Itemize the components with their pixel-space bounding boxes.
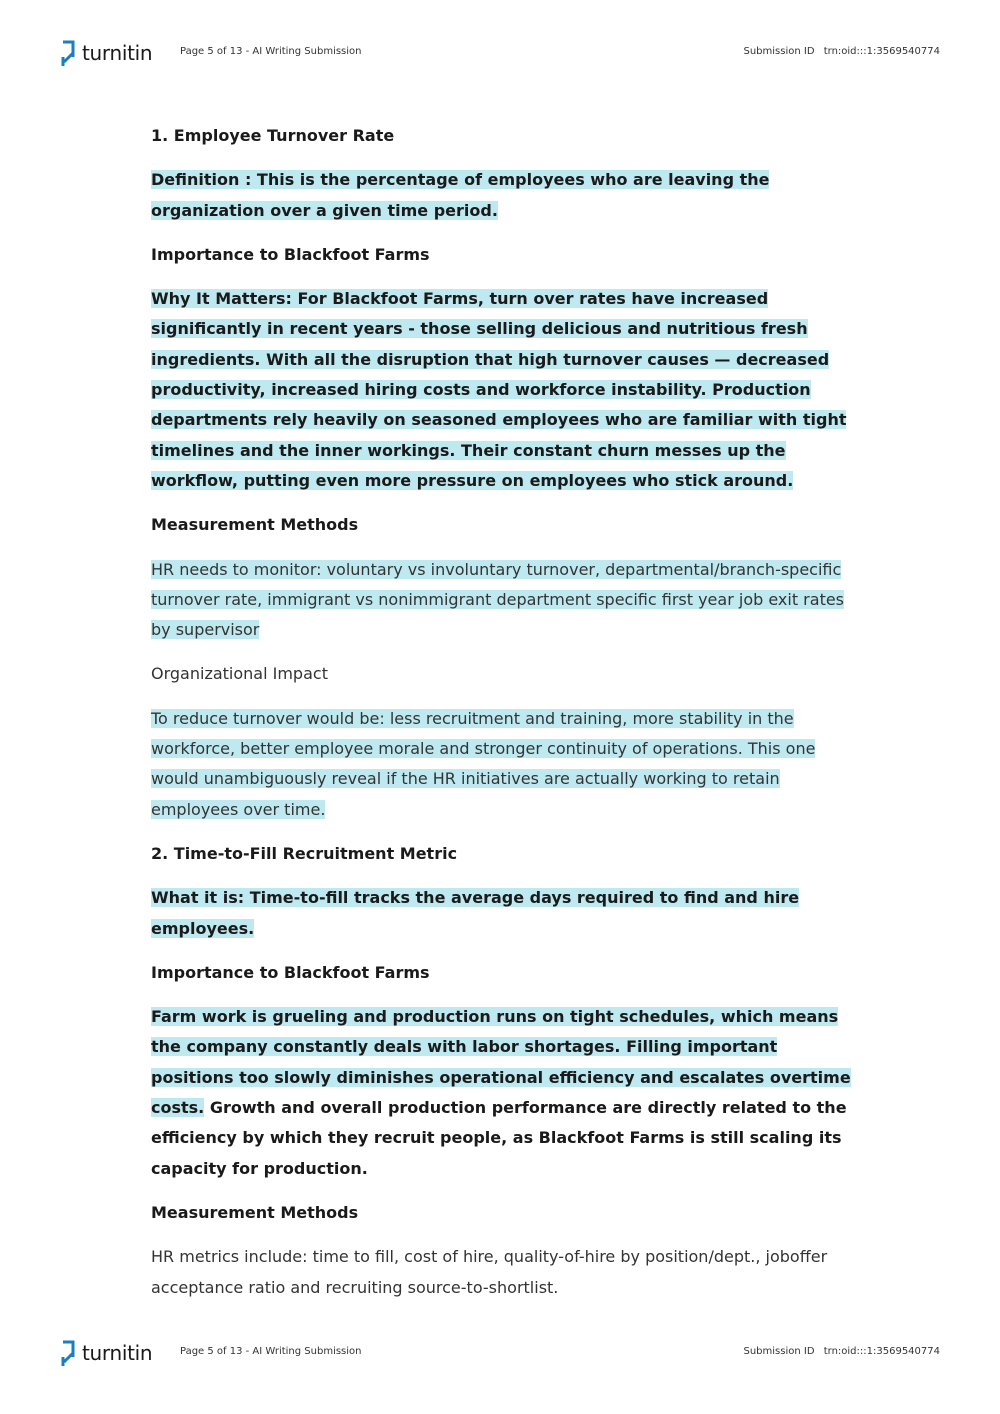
turnitin-logo xyxy=(60,38,152,68)
highlighted-text: Why It Matters: For Blackfoot Farms, turn over rates have increased significantly in recent years - those selling delicious and nutritious fresh ingredients. With all the disruption that high turnover causes — decreased productivity, increased hiring costs and workforce instability. Production departments rely heavily on seasoned employees who are familiar with tight timelines and the inner workings. Their constant churn messes up the workflow, putting even more pressure on employees who stick around. xyxy=(151,289,847,490)
submission-id-value: trn:oid:::1:3569540774 xyxy=(823,46,940,57)
logo-wordmark: turnitin xyxy=(82,41,153,65)
subheading xyxy=(151,510,851,540)
subheading xyxy=(151,958,851,988)
document-body xyxy=(151,121,851,1317)
subheading-text: Measurement Methods xyxy=(151,1202,359,1222)
paragraph xyxy=(151,555,851,646)
turnitin-logo-icon xyxy=(60,39,78,67)
turnitin-logo-icon xyxy=(60,1339,78,1367)
subheading-text: Importance to Blackfoot Farms xyxy=(151,244,430,264)
subheading-text: Measurement Methods xyxy=(151,515,359,535)
paragraph xyxy=(151,883,851,944)
highlighted-text: What it is: Time-to-fill tracks the average days required to find and hire employees. xyxy=(151,888,800,938)
highlighted-text: To reduce turnover would be: less recruitment and training, more stability in the workforce, better employee morale and stronger continuity of operations. This one would unambiguously reveal if the HR initiatives are actually working to retain employees over time. xyxy=(151,708,816,819)
subheading xyxy=(151,1198,851,1228)
page-indicator: Page 5 of 13 - AI Writing Submission xyxy=(180,1346,362,1357)
subheading-text: Importance to Blackfoot Farms xyxy=(151,962,430,982)
turnitin-logo xyxy=(60,1338,152,1368)
subheading-text: Organizational Impact xyxy=(151,664,328,684)
submission-id-label: Submission ID xyxy=(743,46,815,57)
plain-text: Growth and overall production performance are directly related to the efficiency by which they recruit people, as Blackfoot Farms is still scaling its capacity for production. xyxy=(151,1098,847,1178)
page-header xyxy=(0,38,1000,68)
paragraph xyxy=(151,704,851,825)
paragraph xyxy=(151,1002,851,1184)
subheading xyxy=(151,659,851,689)
plain-text: HR metrics include: time to fill, cost of hire, quality-of-hire by position/dept., joboffer acceptance ratio and recruiting source-to-shortlist. xyxy=(151,1247,828,1297)
submission-id xyxy=(743,46,940,57)
subheading xyxy=(151,240,851,270)
paragraph xyxy=(151,165,851,226)
section-heading xyxy=(151,121,851,151)
page-indicator: Page 5 of 13 - AI Writing Submission xyxy=(180,46,362,57)
submission-id-value: trn:oid:::1:3569540774 xyxy=(823,1346,940,1357)
section-heading xyxy=(151,839,851,869)
highlighted-text: Definition : This is the percentage of employees who are leaving the organization over a given time period. xyxy=(151,170,770,220)
submission-id-label: Submission ID xyxy=(743,1346,815,1357)
paragraph xyxy=(151,1242,851,1303)
submission-id xyxy=(743,1346,940,1357)
logo-wordmark: turnitin xyxy=(82,1341,153,1365)
highlighted-text: HR needs to monitor: voluntary vs involuntary turnover, departmental/branch-specific turnover rate, immigrant vs nonimmigrant department specific first year job exit rates by supervisor xyxy=(151,559,845,640)
highlighted-text: Farm work is grueling and production runs on tight schedules, which means the company constantly deals with labor shortages. Filling important positions too slowly diminishes operational efficiency and escalates overtime costs. xyxy=(151,1007,851,1118)
heading-text: 2. Time-to-Fill Recruitment Metric xyxy=(151,843,458,863)
page-footer xyxy=(0,1338,1000,1368)
heading-text: 1. Employee Turnover Rate xyxy=(151,126,395,145)
paragraph xyxy=(151,284,851,496)
